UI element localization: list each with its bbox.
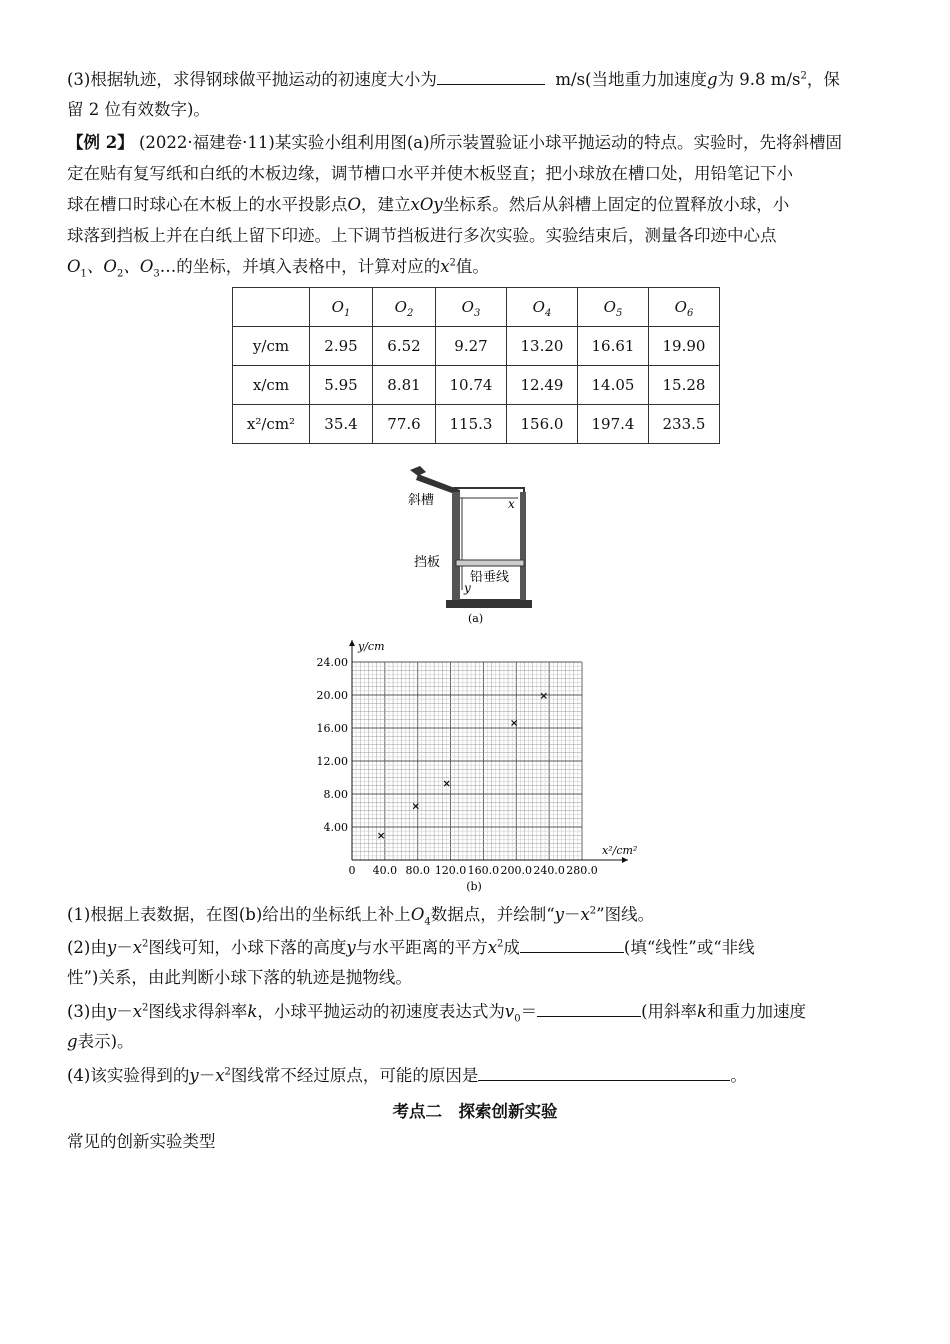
- question-1: (1)根据上表数据，在图(b)给出的坐标纸上补上$O_4$数据点，并绘制“$y-x^2$”图线。: [67, 905, 655, 928]
- table-cell: 197.4: [578, 405, 649, 444]
- question-2-line2: 性”)关系，由此判断小球下落的轨迹是抛物线。: [67, 968, 412, 987]
- y-tick-label: 20.00: [316, 689, 348, 702]
- example-tag: 【例 2】: [67, 133, 134, 152]
- table-cell: 6.52: [373, 327, 436, 366]
- y-tick-label: 4.00: [323, 821, 348, 834]
- row-label: x²/cm²: [233, 405, 310, 444]
- x-tick-label: 280.0: [566, 864, 598, 877]
- caption-a: (a): [468, 612, 484, 625]
- x-tick-label: 120.0: [434, 864, 467, 877]
- row-label: x/cm: [233, 366, 310, 405]
- example-line-4: 球落到挡板上并在白纸上留下印迹。上下调节挡板进行多次实验。实验结束后，测量各印迹中心点: [67, 226, 777, 245]
- base-plate: [446, 600, 532, 608]
- question-3-line2: g表示)。: [67, 1032, 134, 1051]
- x-tick-label: 40.0: [372, 864, 398, 877]
- x-tick-label: 0: [348, 864, 356, 877]
- label-x-axis: x: [508, 497, 515, 511]
- table-cell: 115.3: [436, 405, 507, 444]
- table-cell: 233.5: [649, 405, 720, 444]
- answer-blank[interactable]: [437, 68, 545, 85]
- table-row: [233, 366, 720, 405]
- answer-blank-4[interactable]: [478, 1064, 730, 1081]
- table-header-cell: $O_4$: [507, 288, 578, 327]
- y-axis-arrow-icon: [349, 640, 355, 646]
- table-cell: 15.28: [649, 366, 720, 405]
- answer-blank-2[interactable]: [520, 936, 624, 953]
- example-line-2: 定在贴有复写纸和白纸的木板边缘，调节槽口水平并使木板竖直；把小球放在槽口处，用铅笔记下小: [67, 164, 793, 183]
- row-label: y/cm: [233, 327, 310, 366]
- data-point: [541, 693, 546, 698]
- chart-marks: [317, 640, 638, 893]
- y-tick-label: 24.00: [316, 656, 348, 669]
- table-header-row: [233, 288, 720, 327]
- table-cell: 156.0: [507, 405, 578, 444]
- question-2: (2)由$y-x^2$图线可知，小球下落的高度y与水平距离的平方$x^2$成 (填“线性”或“非线: [67, 938, 755, 957]
- table-cell: 12.49: [507, 366, 578, 405]
- y-tick-label: 12.00: [316, 755, 348, 768]
- table-row: [233, 405, 720, 444]
- table-cell: 13.20: [507, 327, 578, 366]
- example-line-5: $O_1$、$O_2$、$O_3\dots$的坐标，并填入表格中，计算对应的$x^2$值。: [67, 257, 489, 280]
- x-axis-arrow-icon: [622, 857, 628, 863]
- apparatus-figure: [400, 462, 550, 630]
- y-tick-label: 16.00: [316, 722, 348, 735]
- table-cell: 5.95: [310, 366, 373, 405]
- label-chute: 斜槽: [408, 493, 435, 508]
- question-3: (3)由$y-x^2$图线求得斜率k，小球平抛运动的初速度表达式为$v_0=$ (用斜率k和重力加速度: [67, 1002, 807, 1025]
- label-y-axis: y: [464, 581, 471, 595]
- table-header-cell: $O_1$: [310, 288, 373, 327]
- caption-b: (b): [466, 880, 482, 893]
- table-header-cell: [233, 288, 310, 327]
- table-cell: 10.74: [436, 366, 507, 405]
- x-axis-label: x²/cm²: [602, 844, 638, 857]
- table-cell: 19.90: [649, 327, 720, 366]
- x-tick-label: 200.0: [500, 864, 533, 877]
- table-cell: 77.6: [373, 405, 436, 444]
- chart-grid: [352, 662, 582, 860]
- label-baffle: 挡板: [414, 555, 441, 570]
- x-tick-label: 160.0: [467, 864, 500, 877]
- x-tick-label: 240.0: [533, 864, 565, 877]
- question-4: (4)该实验得到的$y-x^2$图线常不经过原点，可能的原因是 。: [67, 1066, 747, 1085]
- data-table: [232, 287, 720, 444]
- example-line-3: 球在槽口时球心在木板上的水平投影点O，建立xOy坐标系。然后从斜槽上固定的位置释放小球，小: [67, 195, 790, 214]
- table-header-cell: $O_2$: [373, 288, 436, 327]
- table-cell: 2.95: [310, 327, 373, 366]
- left-post: [452, 492, 460, 602]
- y-tick-label: 8.00: [323, 788, 348, 801]
- table-cell: 14.05: [578, 366, 649, 405]
- table-cell: 16.61: [578, 327, 649, 366]
- table-row: [233, 327, 720, 366]
- label-plumb: 铅垂线: [470, 570, 510, 585]
- prev-question-3: (3)根据轨迹，求得钢球做平抛运动的初速度大小为 m/s(当地重力加速度g为 9.8 $m/s^2$，保: [67, 70, 840, 89]
- table-header-cell: $O_5$: [578, 288, 649, 327]
- baffle-plate: [456, 560, 524, 566]
- data-point: [378, 833, 383, 838]
- x-tick-label: 80.0: [405, 864, 430, 877]
- y-axis-label: y/cm: [358, 640, 385, 653]
- answer-blank-3[interactable]: [537, 1000, 641, 1017]
- table-cell: 35.4: [310, 405, 373, 444]
- table-header-cell: $O_6$: [649, 288, 720, 327]
- table-cell: 8.81: [373, 366, 436, 405]
- example-line-1: 【例 2】 (2022·福建卷·11)某实验小组利用图(a)所示装置验证小球平抛运动的特点。实验时，先将斜槽固: [67, 133, 843, 152]
- table-cell: 9.27: [436, 327, 507, 366]
- section-title: 考点二 探索创新实验: [392, 1102, 558, 1121]
- right-post: [520, 492, 526, 602]
- prev-question-3-line2: 留 2 位有效数字)。: [67, 100, 210, 119]
- table-header-cell: $O_3$: [436, 288, 507, 327]
- chart-figure: [310, 632, 650, 894]
- section-subtitle: 常见的创新实验类型: [67, 1132, 216, 1151]
